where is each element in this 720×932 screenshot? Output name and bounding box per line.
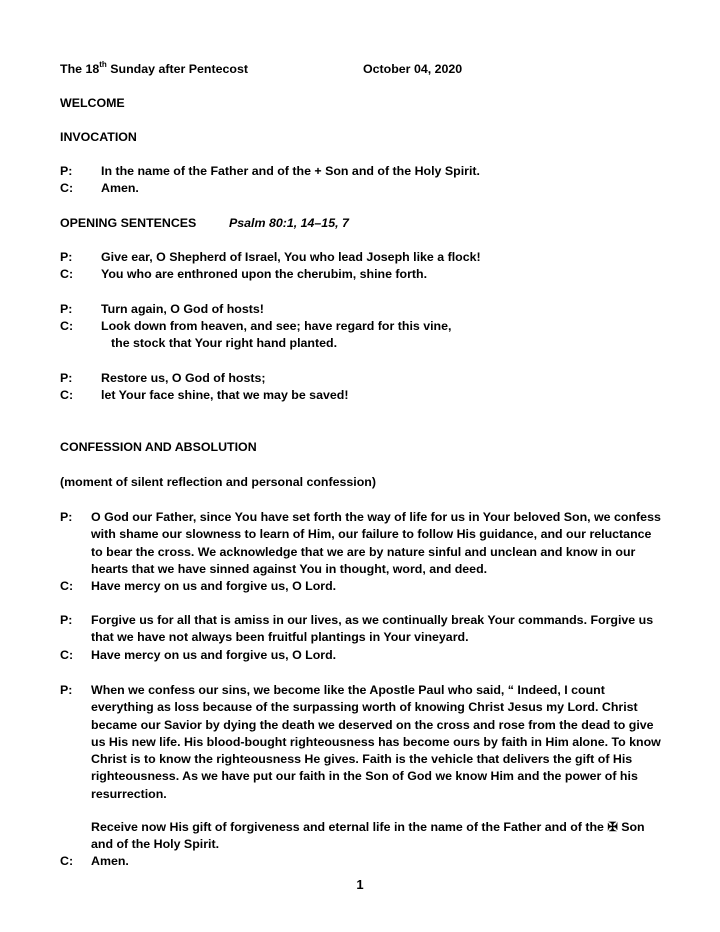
speaker-label: P:	[60, 164, 73, 178]
line-text: You who are enthroned upon the cherubim, shine forth.	[101, 267, 428, 281]
service-title: The 18th Sunday after Pentecost	[60, 60, 248, 76]
line-text: Turn again, O God of hosts!	[101, 302, 264, 316]
line-text: Give ear, O Shepherd of Israel, You who lead Joseph like a flock!	[101, 250, 481, 264]
speaker-label: C:	[60, 388, 74, 402]
confession-paragraph: Forgive us for all that is amiss in our lives, as we continually break Your commands. Forgive us that we have not always been fruitful plantings in Your vineyard.	[91, 613, 654, 645]
line-text: the stock that Your right hand planted.	[111, 336, 338, 350]
speaker-label: C:	[60, 319, 74, 333]
speaker-label: C:	[60, 648, 74, 662]
speaker-label: C:	[60, 267, 74, 281]
speaker-label: P:	[60, 683, 73, 697]
line-text: let Your face shine, that we may be saved!	[101, 388, 349, 402]
psalm-reference: Psalm 80:1, 14–15, 7	[229, 216, 349, 230]
line-text: In the name of the Father and of the + Son and of the Holy Spirit.	[101, 164, 480, 178]
service-date: October 04, 2020	[363, 62, 463, 76]
response-line: Amen.	[91, 854, 129, 868]
speaker-label: P:	[60, 302, 73, 316]
speaker-label: P:	[60, 371, 73, 385]
confession-note: (moment of silent reflection and personal confession)	[60, 475, 377, 489]
line-text: Restore us, O God of hosts;	[101, 371, 266, 385]
response-line: Have mercy on us and forgive us, O Lord.	[91, 579, 337, 593]
response-line: Have mercy on us and forgive us, O Lord.	[91, 648, 337, 662]
speaker-label: P:	[60, 250, 73, 264]
welcome-heading: WELCOME	[60, 96, 125, 110]
confession-paragraph: O God our Father, since You have set forth the way of life for us in Your beloved Son, we confess with shame our slowness to learn of Him, our failure to follow His guidance, and our reluctance to bear the cross. We acknowledge that we are by nature sinful and unclean and know in our hearts that we have sinned against You in thought, word, and deed.	[91, 510, 661, 576]
speaker-label: P:	[60, 613, 73, 627]
speaker-label: C:	[60, 854, 74, 868]
speaker-label: P:	[60, 510, 73, 524]
absolution-declaration: Receive now His gift of forgiveness and eternal life in the name of the Father and of the ✠ Son and of the Holy Spirit.	[91, 820, 645, 852]
confession-heading: CONFESSION AND ABSOLUTION	[60, 440, 257, 454]
line-text: Amen.	[101, 181, 139, 195]
opening-heading: OPENING SENTENCES	[60, 216, 197, 230]
invocation-heading: INVOCATION	[60, 130, 137, 144]
page-number: 1	[356, 877, 364, 892]
line-text: Look down from heaven, and see; have regard for this vine,	[101, 319, 452, 333]
speaker-label: C:	[60, 579, 74, 593]
speaker-label: C:	[60, 181, 74, 195]
absolution-paragraph: When we confess our sins, we become like the Apostle Paul who said, “ Indeed, I count everything as loss because of the surpassing worth of knowing Christ Jesus my Lord. Christ became our Savior by dying the death we deserved on the cross and rose from the dead to give us His new life. His blood-bought righteousness has become ours by faith in Him alone. To know Christ is to know the righteousness He gives. Faith is the vehicle that delivers the gift of His righteousness. As we have put our faith in the Son of God we know Him and the power of his resurrection.	[91, 683, 661, 801]
